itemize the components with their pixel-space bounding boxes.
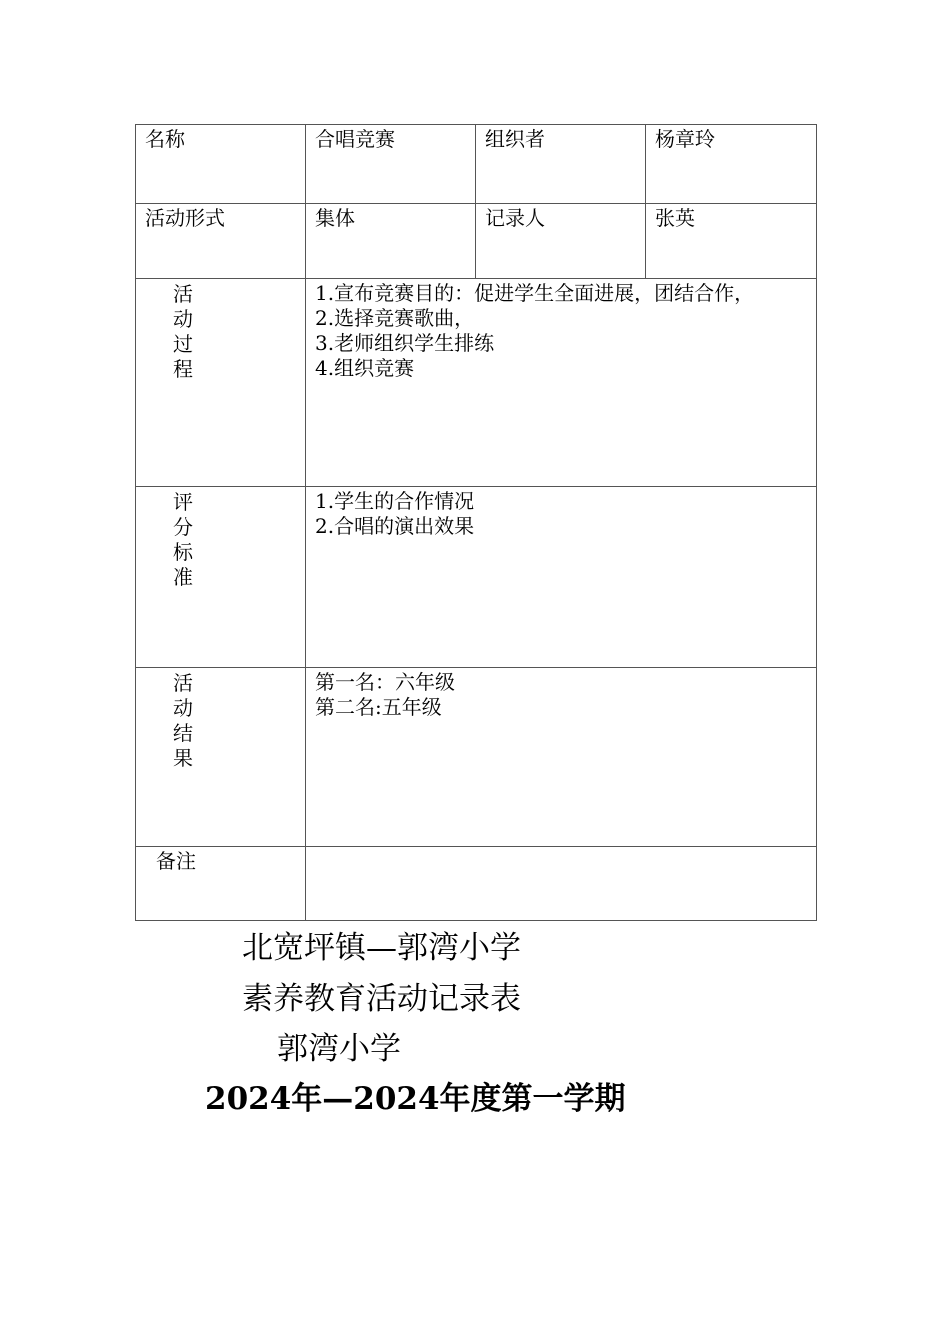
notes-content-cell bbox=[306, 847, 817, 921]
recorder-label: 记录人 bbox=[485, 206, 545, 230]
name-value-cell bbox=[306, 125, 476, 204]
recorder-value: 张英 bbox=[655, 206, 695, 230]
table-row bbox=[136, 847, 817, 921]
process-line: 3.老师组织学生排练 bbox=[315, 331, 495, 355]
name-label-cell bbox=[136, 125, 306, 204]
organizer-label: 组织者 bbox=[485, 127, 545, 151]
activity-record-table bbox=[135, 124, 817, 921]
process-label-cell bbox=[136, 279, 306, 487]
table-row bbox=[136, 668, 817, 847]
recorder-value-cell bbox=[646, 204, 817, 279]
organizer-value: 杨章玲 bbox=[655, 127, 715, 151]
criteria-label-cell bbox=[136, 487, 306, 668]
process-content bbox=[306, 279, 816, 383]
result-content-cell bbox=[306, 668, 817, 847]
result-line: 第一名：六年级 bbox=[315, 670, 455, 694]
result-label: 活 动 结 果 bbox=[173, 671, 193, 770]
criteria-line: 1.学生的合作情况 bbox=[315, 489, 475, 513]
table-row bbox=[136, 279, 817, 487]
organizer-label-cell bbox=[476, 125, 646, 204]
criteria-content-cell bbox=[306, 487, 817, 668]
process-content-cell bbox=[306, 279, 817, 487]
format-value: 集体 bbox=[315, 206, 355, 230]
result-label-cell bbox=[136, 668, 306, 847]
notes-label: 备注 bbox=[156, 849, 196, 873]
result-content bbox=[306, 668, 816, 722]
school-name: 郭湾小学 bbox=[277, 1031, 401, 1067]
name-value: 合唱竞赛 bbox=[315, 127, 395, 151]
format-label: 活动形式 bbox=[145, 206, 225, 230]
process-line: 1.宣布竞赛目的：促进学生全面进展，团结合作， bbox=[315, 281, 755, 305]
format-label-cell bbox=[136, 204, 306, 279]
process-label: 活 动 过 程 bbox=[173, 282, 193, 381]
name-label: 名称 bbox=[145, 127, 185, 151]
form-title: 素养教育活动记录表 bbox=[242, 981, 521, 1017]
organizer-value-cell bbox=[646, 125, 817, 204]
table-row bbox=[136, 204, 817, 279]
notes-label-cell bbox=[136, 847, 306, 921]
school-title: 北宽坪镇—郭湾小学 bbox=[242, 930, 521, 966]
table-row bbox=[136, 125, 817, 204]
format-value-cell bbox=[306, 204, 476, 279]
term-title: 2024年—2024年度第一学期 bbox=[205, 1081, 626, 1117]
criteria-content bbox=[306, 487, 816, 541]
notes-content bbox=[306, 847, 816, 851]
criteria-line: 2.合唱的演出效果 bbox=[315, 514, 475, 538]
result-line: 第二名:五年级 bbox=[315, 695, 442, 719]
process-line: 2.选择竞赛歌曲， bbox=[315, 306, 475, 330]
criteria-label: 评 分 标 准 bbox=[173, 490, 193, 589]
table-row bbox=[136, 487, 817, 668]
process-line: 4.组织竞赛 bbox=[315, 356, 415, 380]
recorder-label-cell bbox=[476, 204, 646, 279]
